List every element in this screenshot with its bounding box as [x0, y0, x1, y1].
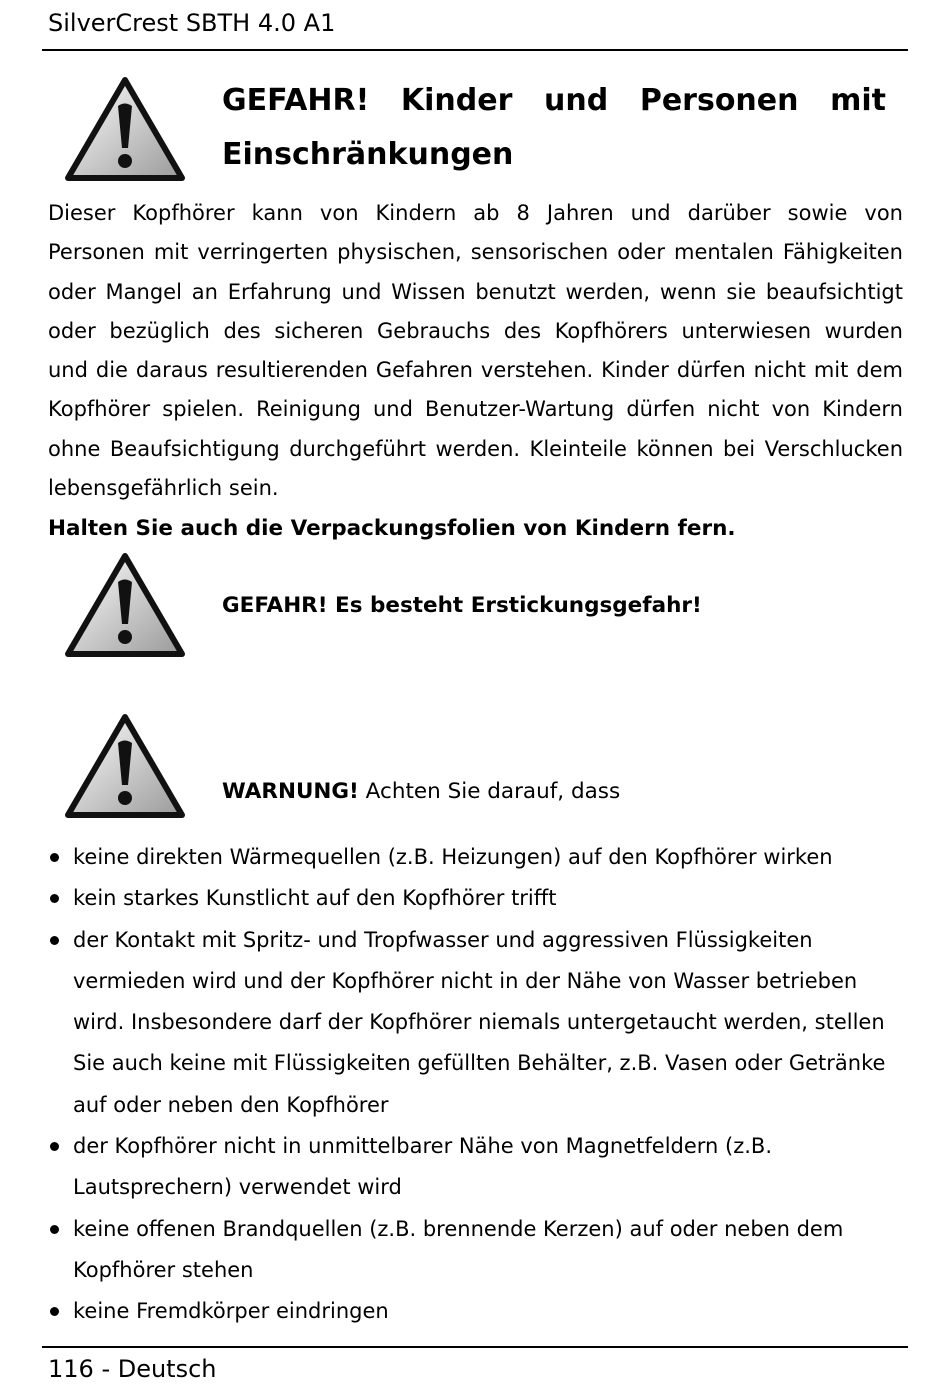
paragraph-line: lebensgefährlich sein.: [48, 476, 279, 501]
section1-heading-line1: GEFAHR! Kinder und Personen mit: [222, 83, 886, 118]
paragraph-line: Kopfhörer spielen. Reinigung und Benutzer-Wartung dürfen nicht von Kindern: [48, 397, 903, 422]
list-item: der Kontakt mit Spritz- und Tropfwasser und aggressiven Flüssigkeiten vermieden wird und der Kopfhörer nicht in der Nähe von Wasser betrieben wird. Insbesondere darf der Kopfhörer niemals untergetaucht werden, stellen Sie auch keine mit Flüssigkeiten gefüllten Behälter, z.B. Vasen oder Getränke auf oder neben den Kopfhörer: [48, 920, 908, 1126]
paragraph-line: oder Mangel an Erfahrung und Wissen benutzt werden, wenn sie beaufsichtigt: [48, 279, 903, 304]
page-footer: 116 - Deutsch: [48, 1355, 217, 1383]
list-item: keine Fremdkörper eindringen: [48, 1291, 908, 1332]
list-item: der Kopfhörer nicht in unmittelbarer Nähe von Magnetfeldern (z.B. Lautsprechern) verwendet wird: [48, 1126, 908, 1209]
header-rule: [42, 49, 908, 51]
warning-text: Achten Sie darauf, dass: [358, 779, 621, 804]
paragraph-line: oder bezüglich des sicheren Gebrauchs des Kopfhörers unterwiesen wurden: [48, 318, 903, 343]
paragraph-line: ohne Beaufsichtigung durchgeführt werden. Kleinteile können bei Verschlucken: [48, 436, 903, 461]
page-header: SilverCrest SBTH 4.0 A1: [48, 9, 336, 37]
list-item: keine offenen Brandquellen (z.B. brennende Kerzen) auf oder neben dem Kopfhörer stehen: [48, 1209, 908, 1292]
paragraph-line: und die daraus resultierenden Gefahren verstehen. Kinder dürfen nicht mit dem: [48, 358, 903, 383]
paragraph-line: Personen mit verringerten physischen, sensorischen oder mentalen Fähigkeiten: [48, 240, 903, 265]
list-item: kein starkes Kunstlicht auf den Kopfhörer trifft: [48, 878, 908, 919]
footer-rule: [42, 1346, 908, 1348]
packaging-warning: Halten Sie auch die Verpackungsfolien von Kindern fern.: [48, 516, 736, 541]
warning-bullet-list: [48, 837, 908, 1333]
warning-triangle-icon: [64, 713, 186, 820]
warning-triangle-icon: [64, 552, 186, 659]
section1-paragraph: [48, 194, 903, 508]
section1-heading-line2: Einschränkungen: [222, 137, 514, 172]
suffocation-warning: GEFAHR! Es besteht Erstickungsgefahr!: [222, 593, 702, 618]
warning-label: WARNUNG!: [222, 779, 359, 804]
paragraph-line: Dieser Kopfhörer kann von Kindern ab 8 Jahren und darüber sowie von: [48, 201, 903, 225]
warning-triangle-icon: [64, 76, 186, 183]
warning-callout: [222, 777, 620, 807]
list-item: keine direkten Wärmequellen (z.B. Heizungen) auf den Kopfhörer wirken: [48, 837, 908, 878]
